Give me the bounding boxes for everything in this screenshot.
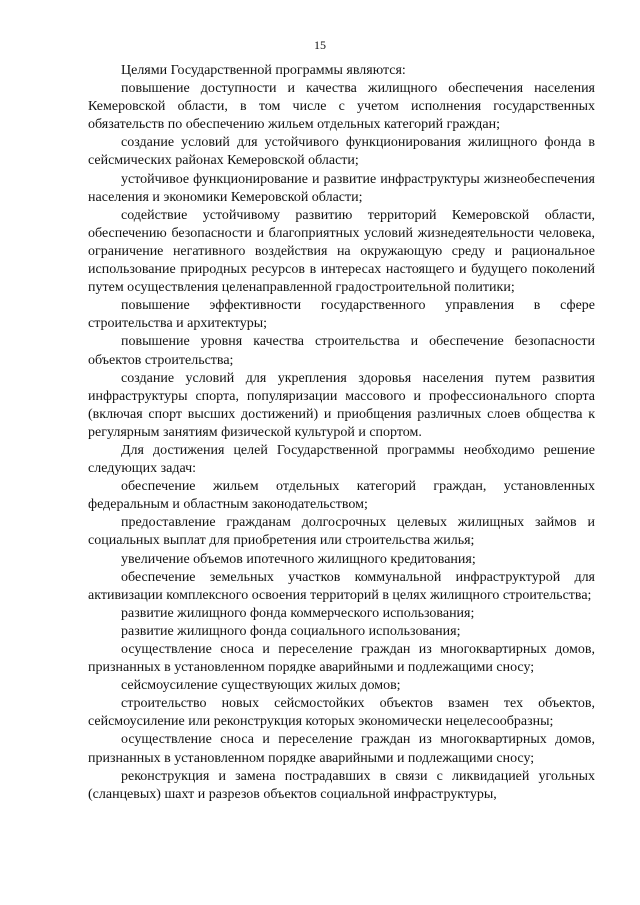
paragraph-task-reconstruction: реконструкция и замена пострадавших в связи с ликвидацией угольных (сланцевых) шахт и разрезов объектов социальной инфраструктуры,	[88, 768, 595, 802]
paragraph-goal-territory-development: содействие устойчивому развитию территорий Кемеровской области, обеспечению безопасности и благоприятных условий жизнедеятельности человека, ограничение негативного воздействия на окружающую среду и рациональное использование природных ресурсов в интересах настоящего и будущего поколений путем осуществления целенаправленной градостроительной политики;	[88, 207, 595, 296]
paragraph-task-loans: предоставление гражданам долгосрочных целевых жилищных займов и социальных выплат для приобретения или строительства жилья;	[88, 515, 595, 549]
paragraph-task-commercial-housing: развитие жилищного фонда коммерческого использования;	[121, 605, 475, 621]
paragraph-tasks-heading: Для достижения целей Государственной программы необходимо решение следующих задач:	[88, 442, 595, 477]
paragraph-goals-heading: Целями Государственной программы являются:	[121, 63, 406, 78]
document-body	[88, 62, 595, 804]
paragraph-task-seismic-strengthening: сейсмоусиление существующих жилых домов;	[121, 678, 401, 694]
paragraph-task-new-seismic-objects: строительство новых сейсмостойких объектов взамен тех объектов, сейсмоусиление или реконструкция которых экономически нецелесообразны;	[88, 696, 595, 730]
paragraph-goal-seismic-housing: создание условий для устойчивого функционирования жилищного фонда в сейсмических районах Кемеровской области;	[88, 135, 595, 169]
paragraph-task-mortgage: увеличение объемов ипотечного жилищного кредитования;	[121, 551, 476, 567]
paragraph-goal-governance: повышение эффективности государственного управления в сфере строительства и архитектуры;	[88, 298, 595, 332]
paragraph-task-social-housing: развитие жилищного фонда социального использования;	[121, 623, 461, 639]
paragraph-task-demolition-repeat: осуществление сноса и переселение граждан из многоквартирных домов, признанных в установленном порядке аварийными и подлежащими сносу;	[88, 732, 595, 766]
paragraph-goal-construction-quality: повышение уровня качества строительства и обеспечение безопасности объектов строительства;	[88, 334, 595, 368]
paragraph-goal-sport: создание условий для укрепления здоровья населения путем развития инфраструктуры спорта, популяризации массового и профессионального спорта (включая спорт высших достижений) и приобщения различных слоев общества к регулярным занятиям физической культурой и спортом.	[88, 370, 595, 440]
page-number: 15	[314, 38, 326, 52]
paragraph-task-housing-categories: обеспечение жильем отдельных категорий граждан, установленных федеральным и областным законодательством;	[88, 479, 595, 513]
paragraph-goal-infrastructure: устойчивое функционирование и развитие инфраструктуры жизнеобеспечения населения и экономики Кемеровской области;	[88, 171, 595, 205]
paragraph-goal-housing-access: повышение доступности и качества жилищного обеспечения населения Кемеровской области, в том числе с учетом исполнения государственных обязательств по обеспечению жильем отдельных категорий граждан;	[88, 81, 595, 133]
paragraph-task-land-plots: обеспечение земельных участков коммунальной инфраструктурой для активизации комплексного освоения территорий в целях жилищного строительства;	[88, 569, 595, 603]
paragraph-task-demolition: осуществление сноса и переселение граждан из многоквартирных домов, признанных в установленном порядке аварийными и подлежащими сносу;	[88, 642, 595, 676]
